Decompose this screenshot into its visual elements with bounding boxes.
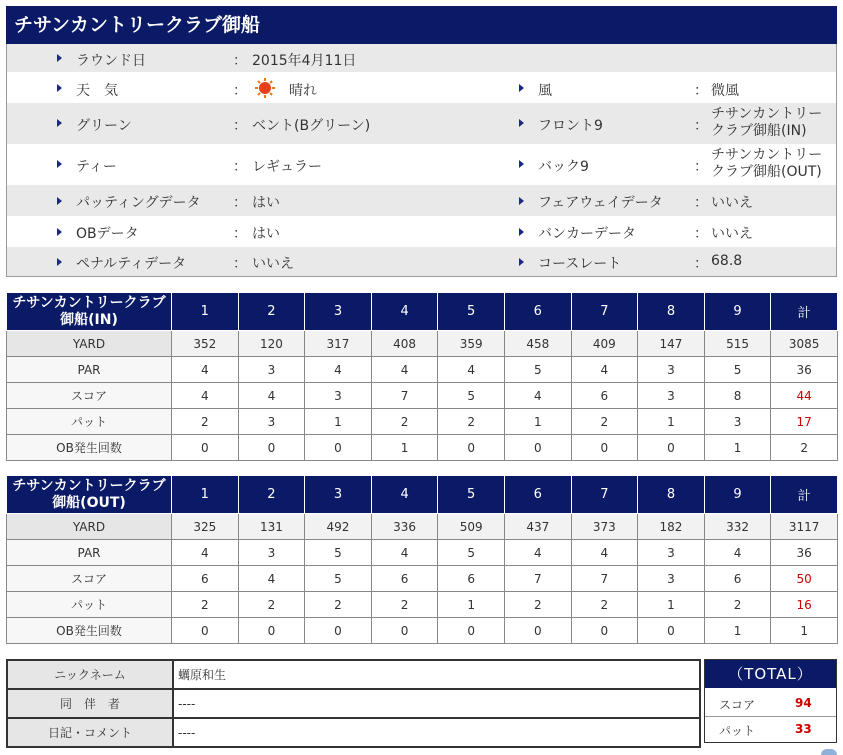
- info-row-weather: [7, 72, 836, 103]
- row-label: パット: [7, 409, 172, 435]
- nickname-row: [7, 660, 700, 689]
- hole-header: 8: [638, 293, 705, 331]
- cell: 1: [504, 409, 571, 435]
- info-row-penalty: [7, 247, 836, 276]
- front9-label: フロント9: [538, 118, 603, 134]
- bullet-icon: [57, 160, 62, 168]
- cell: 4: [571, 357, 638, 383]
- colon: ：: [694, 159, 708, 175]
- cell: 3: [638, 383, 705, 409]
- cell: 131: [238, 514, 305, 540]
- cell: 0: [172, 435, 239, 461]
- cell: 2: [438, 409, 505, 435]
- cell: 5: [704, 357, 771, 383]
- bullet-icon: [519, 197, 524, 205]
- bullet-icon: [57, 119, 62, 127]
- weather-value: 晴れ: [289, 83, 317, 99]
- cell: 1: [638, 409, 705, 435]
- total-header: 計: [771, 476, 838, 514]
- cell: 3: [238, 540, 305, 566]
- cell: 2: [771, 435, 838, 461]
- table-row-par: [7, 540, 838, 566]
- total-score-row: [705, 690, 836, 717]
- page-title: チサンカントリークラブ御船: [6, 6, 837, 44]
- row-label: スコア: [7, 383, 172, 409]
- cell: 2: [704, 592, 771, 618]
- cell: 458: [504, 331, 571, 357]
- cell: 36: [771, 540, 838, 566]
- course-rate-label: コースレート: [538, 256, 622, 272]
- cell: 147: [638, 331, 705, 357]
- cell: 5: [305, 540, 372, 566]
- colon: ：: [233, 118, 247, 134]
- hole-header: 6: [504, 293, 571, 331]
- cell: 4: [172, 383, 239, 409]
- ob-value: はい: [252, 226, 280, 242]
- row-label: YARD: [7, 514, 172, 540]
- cell: 3: [638, 566, 705, 592]
- table-row-score: [7, 383, 838, 409]
- hole-header: 3: [305, 293, 372, 331]
- bullet-icon: [519, 84, 524, 92]
- cell: 352: [172, 331, 239, 357]
- cell: 7: [371, 383, 438, 409]
- hole-header: 1: [172, 293, 239, 331]
- table-header-row: [7, 476, 838, 514]
- bullet-icon: [519, 160, 524, 168]
- hole-header: 5: [438, 293, 505, 331]
- round-date-label: ラウンド日: [76, 53, 146, 69]
- row-label: パット: [7, 592, 172, 618]
- cell: 3: [238, 357, 305, 383]
- cell: 3: [305, 383, 372, 409]
- course-rate-value: 68.8: [711, 253, 743, 269]
- cell: 4: [504, 383, 571, 409]
- total-score-label: スコア: [719, 698, 756, 712]
- cell: 2: [172, 592, 239, 618]
- total-cell: 50: [771, 566, 838, 592]
- back9-label: バック9: [538, 159, 589, 175]
- hole-header: 8: [638, 476, 705, 514]
- cell: 7: [571, 566, 638, 592]
- round-notes-table: [6, 659, 701, 748]
- putting-value: はい: [252, 195, 280, 211]
- table-row-yard: [7, 331, 838, 357]
- colon: ：: [694, 118, 708, 134]
- cell: 0: [638, 435, 705, 461]
- cell: 332: [704, 514, 771, 540]
- cell: 515: [704, 331, 771, 357]
- cell: 0: [238, 618, 305, 644]
- companion-row: [7, 689, 700, 718]
- cell: 6: [371, 566, 438, 592]
- front9-value: チサンカントリークラブ御船(IN): [711, 106, 823, 139]
- fairway-value: いいえ: [711, 195, 753, 211]
- hole-header: 6: [504, 476, 571, 514]
- cell: 0: [305, 618, 372, 644]
- penalty-label: ペナルティデータ: [76, 256, 187, 272]
- cell: 2: [305, 592, 372, 618]
- cell: 5: [504, 357, 571, 383]
- hole-header: 3: [305, 476, 372, 514]
- bullet-icon: [57, 258, 62, 266]
- round-info-panel: [6, 44, 837, 277]
- companion-value: ----: [173, 689, 700, 718]
- back9-value: チサンカントリークラブ御船(OUT): [711, 147, 823, 180]
- cell: 2: [371, 592, 438, 618]
- cell: 3: [238, 409, 305, 435]
- nickname-value: 蠣原和生: [173, 660, 700, 689]
- cell: 4: [238, 383, 305, 409]
- cell: 36: [771, 357, 838, 383]
- total-panel: [704, 659, 837, 743]
- course-name-in: チサンカントリークラブ御船(IN): [7, 293, 172, 331]
- info-row-putting: [7, 185, 836, 216]
- cell: 2: [571, 409, 638, 435]
- cell: 4: [371, 357, 438, 383]
- bunker-value: いいえ: [711, 226, 753, 242]
- cell: 6: [172, 566, 239, 592]
- bullet-icon: [57, 197, 62, 205]
- cell: 182: [638, 514, 705, 540]
- cell: 408: [371, 331, 438, 357]
- comment-label: 日記・コメント: [7, 718, 173, 747]
- hole-header: 5: [438, 476, 505, 514]
- bullet-icon: [519, 119, 524, 127]
- cell: 359: [438, 331, 505, 357]
- colon: ：: [233, 159, 247, 175]
- total-header: （TOTAL）: [705, 660, 836, 688]
- row-label: PAR: [7, 540, 172, 566]
- cell: 4: [504, 540, 571, 566]
- table-row-ob: [7, 618, 838, 644]
- comment-row: [7, 718, 700, 747]
- table-row-putt: [7, 409, 838, 435]
- bullet-icon: [57, 54, 62, 62]
- round-date-value: 2015年4月11日: [252, 53, 357, 69]
- cell: 5: [438, 383, 505, 409]
- row-label: OB発生回数: [7, 618, 172, 644]
- cell: 5: [438, 540, 505, 566]
- hole-header: 4: [371, 293, 438, 331]
- total-putt-row: [705, 716, 836, 742]
- colon: ：: [694, 83, 708, 99]
- comment-value: ----: [173, 718, 700, 747]
- cell: 3: [638, 357, 705, 383]
- hole-header: 2: [238, 476, 305, 514]
- info-row-ob: [7, 216, 836, 247]
- scorecard-table-out: [6, 475, 838, 644]
- cell: 1: [638, 592, 705, 618]
- total-cell: 16: [771, 592, 838, 618]
- cell: 0: [238, 435, 305, 461]
- penalty-value: いいえ: [252, 256, 294, 272]
- cell: 3: [704, 409, 771, 435]
- cell: 4: [571, 540, 638, 566]
- cell: 325: [172, 514, 239, 540]
- cell: 0: [305, 435, 372, 461]
- total-putt-value: 33: [795, 722, 812, 736]
- colon: ：: [233, 195, 247, 211]
- total-cell: 44: [771, 383, 838, 409]
- cell: 0: [638, 618, 705, 644]
- scorecard-table-in: [6, 292, 838, 461]
- course-name-out: チサンカントリークラブ御船(OUT): [7, 476, 172, 514]
- colon: ：: [233, 256, 247, 272]
- total-putt-label: パット: [719, 724, 756, 738]
- table-row-par: [7, 357, 838, 383]
- hole-header: 7: [571, 476, 638, 514]
- cell: 6: [571, 383, 638, 409]
- cell: 4: [172, 540, 239, 566]
- cell: 492: [305, 514, 372, 540]
- cell: 5: [305, 566, 372, 592]
- cell: 3117: [771, 514, 838, 540]
- cell: 1: [704, 618, 771, 644]
- table-row-yard: [7, 514, 838, 540]
- wind-value: 微風: [711, 83, 739, 99]
- cell: 1: [704, 435, 771, 461]
- cell: 4: [305, 357, 372, 383]
- hole-header: 7: [571, 293, 638, 331]
- bullet-icon: [57, 84, 62, 92]
- cell: 4: [704, 540, 771, 566]
- cell: 8: [704, 383, 771, 409]
- cell: 6: [704, 566, 771, 592]
- colon: ：: [233, 226, 247, 242]
- colon: ：: [694, 256, 708, 272]
- bullet-icon: [57, 228, 62, 236]
- table-header-row: [7, 293, 838, 331]
- fairway-label: フェアウェイデータ: [538, 195, 663, 211]
- cell: 2: [238, 592, 305, 618]
- colon: ：: [233, 53, 247, 69]
- cell: 4: [371, 540, 438, 566]
- cell: 1: [371, 435, 438, 461]
- table-row-score: [7, 566, 838, 592]
- cell: 7: [504, 566, 571, 592]
- row-label: PAR: [7, 357, 172, 383]
- scroll-top-icon[interactable]: [821, 749, 837, 755]
- cell: 2: [571, 592, 638, 618]
- hole-header: 2: [238, 293, 305, 331]
- cell: 1: [305, 409, 372, 435]
- cell: 2: [172, 409, 239, 435]
- cell: 6: [438, 566, 505, 592]
- cell: 317: [305, 331, 372, 357]
- row-label: YARD: [7, 331, 172, 357]
- cell: 409: [571, 331, 638, 357]
- colon: ：: [694, 226, 708, 242]
- bullet-icon: [519, 228, 524, 236]
- cell: 0: [571, 618, 638, 644]
- cell: 373: [571, 514, 638, 540]
- cell: 1: [438, 592, 505, 618]
- bunker-label: バンカーデータ: [538, 226, 636, 242]
- cell: 437: [504, 514, 571, 540]
- cell: 336: [371, 514, 438, 540]
- cell: 0: [371, 618, 438, 644]
- sun-icon: [254, 77, 276, 99]
- cell: 0: [438, 435, 505, 461]
- colon: ：: [233, 83, 247, 99]
- ob-label: OBデータ: [76, 226, 139, 242]
- cell: 0: [504, 618, 571, 644]
- tee-value: レギュラー: [252, 159, 322, 175]
- info-row-green: [7, 103, 836, 144]
- cell: 4: [438, 357, 505, 383]
- total-header: 計: [771, 293, 838, 331]
- cell: 0: [172, 618, 239, 644]
- table-row-ob: [7, 435, 838, 461]
- cell: 1: [771, 618, 838, 644]
- info-row-round-date: [7, 44, 836, 72]
- cell: 2: [504, 592, 571, 618]
- cell: 0: [504, 435, 571, 461]
- green-label: グリーン: [76, 118, 132, 134]
- putting-label: パッティングデータ: [76, 195, 201, 211]
- cell: 120: [238, 331, 305, 357]
- cell: 509: [438, 514, 505, 540]
- row-label: OB発生回数: [7, 435, 172, 461]
- bullet-icon: [519, 258, 524, 266]
- info-row-tee: [7, 144, 836, 185]
- hole-header: 1: [172, 476, 239, 514]
- green-value: ベント(Bグリーン): [252, 118, 371, 134]
- wind-label: 風: [538, 83, 552, 99]
- cell: 0: [438, 618, 505, 644]
- weather-label: 天 気: [76, 83, 118, 99]
- companion-label: 同 伴 者: [7, 689, 173, 718]
- hole-header: 9: [704, 293, 771, 331]
- total-score-value: 94: [795, 696, 812, 710]
- cell: 2: [371, 409, 438, 435]
- table-row-putt: [7, 592, 838, 618]
- hole-header: 9: [704, 476, 771, 514]
- row-label: スコア: [7, 566, 172, 592]
- cell: 0: [571, 435, 638, 461]
- hole-header: 4: [371, 476, 438, 514]
- tee-label: ティー: [76, 159, 117, 175]
- colon: ：: [694, 195, 708, 211]
- cell: 3: [638, 540, 705, 566]
- total-cell: 17: [771, 409, 838, 435]
- cell: 4: [172, 357, 239, 383]
- cell: 3085: [771, 331, 838, 357]
- nickname-label: ニックネーム: [7, 660, 173, 689]
- cell: 4: [238, 566, 305, 592]
